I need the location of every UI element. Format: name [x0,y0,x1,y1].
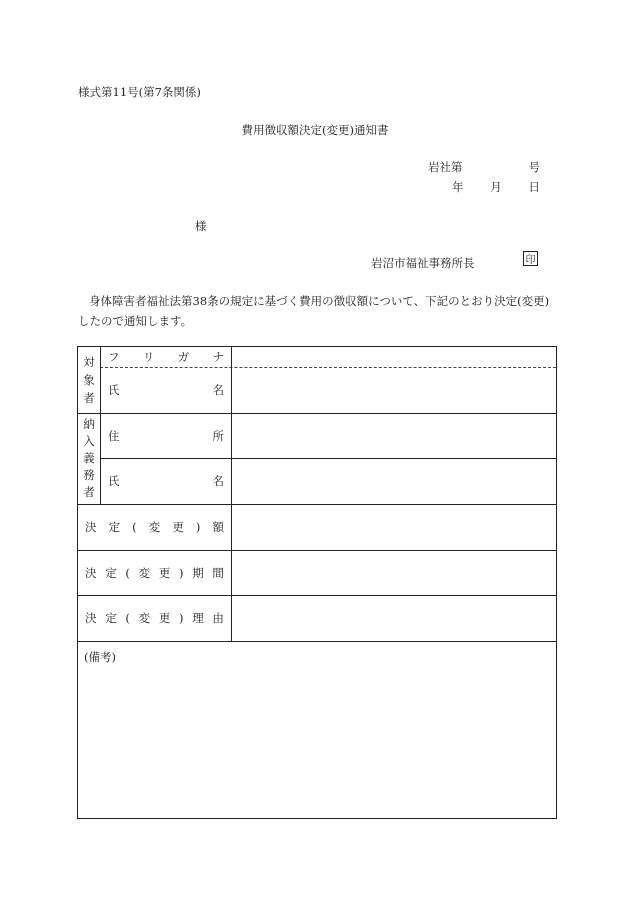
payer-char: 者 [83,485,95,499]
date-year: 年 [452,180,464,194]
document-title: 費用徴収額決定(変更)通知書 [241,123,389,137]
label-char: 更 [158,565,171,580]
label-char: 変 [148,520,161,534]
decision-reason-field[interactable] [232,596,556,641]
label-char: 決 [85,520,97,534]
label-char: 期 [192,565,204,580]
addressee-suffix: 様 [195,219,207,233]
decision-period-label [85,550,224,595]
label-char: 由 [212,611,224,625]
date-day: 日 [528,180,540,194]
furigana-char: フ [108,350,120,364]
label-char: 定 [105,565,117,580]
payer-char: 務 [83,468,95,482]
doc-number-suffix: 号 [528,160,540,174]
date-month: 月 [490,180,502,194]
body-text-content: 身体障害者福祉法第38条の規定に基づく費用の徴収額について、下記のとおり決定(変更)したので通知します。 [78,294,550,328]
address-label [108,413,224,458]
name-char: 名 [212,474,224,488]
label-char: ) [195,520,201,534]
payer-char: 納 [83,417,95,431]
label-char: 変 [138,565,151,580]
name-char: 名 [212,383,224,397]
issue-date [452,179,540,195]
label-char: 定 [108,520,121,534]
label-char: ) [179,565,184,580]
address-char: 所 [212,428,224,443]
seal-stamp: 印 [523,251,538,266]
furigana-label [108,347,224,367]
payer-name-label [108,458,224,504]
label-char: 定 [105,611,117,625]
payer-name-field[interactable] [232,459,556,504]
label-char: ( [125,611,130,625]
remarks-field[interactable] [78,642,556,818]
target-name-label [108,367,224,413]
document-number [428,159,540,175]
target-name-field[interactable] [232,368,556,413]
payer-char: 義 [83,451,95,465]
furigana-field[interactable] [232,347,556,367]
name-char: 氏 [108,383,120,397]
decision-period-field[interactable] [232,551,556,595]
decision-reason-label [85,595,224,641]
remarks-label: (備考) [84,650,116,664]
target-char: 対 [83,355,95,369]
payer-char: 入 [83,434,95,448]
furigana-char: リ [142,350,155,364]
name-char: 氏 [108,474,120,488]
label-char: 決 [85,565,97,580]
label-char: ( [132,520,137,534]
form-table [77,346,557,819]
target-char: 者 [83,391,95,405]
doc-number-prefix: 岩社第 [428,160,463,174]
label-char: 理 [192,611,204,625]
label-char: 決 [85,611,97,625]
address-field[interactable] [232,414,556,458]
decision-amount-field[interactable] [232,505,556,550]
target-person-label [78,347,100,413]
label-char: 額 [212,520,224,534]
label-char: 更 [158,611,171,625]
payer-label [78,413,100,504]
address-char: 住 [108,428,120,443]
target-char: 象 [83,373,95,387]
decision-amount-label [85,504,224,550]
furigana-char: ガ [177,350,190,364]
label-char: 間 [212,565,224,580]
form-number: 様式第11号(第7条関係) [78,85,201,99]
label-char: ( [125,565,130,580]
issuer-name: 岩沼市福祉事務所長 [371,256,475,270]
furigana-char: ナ [212,350,224,364]
label-char: 更 [172,520,184,534]
label-char: 変 [138,611,151,625]
body-text [78,291,556,331]
label-char: ) [179,611,184,625]
